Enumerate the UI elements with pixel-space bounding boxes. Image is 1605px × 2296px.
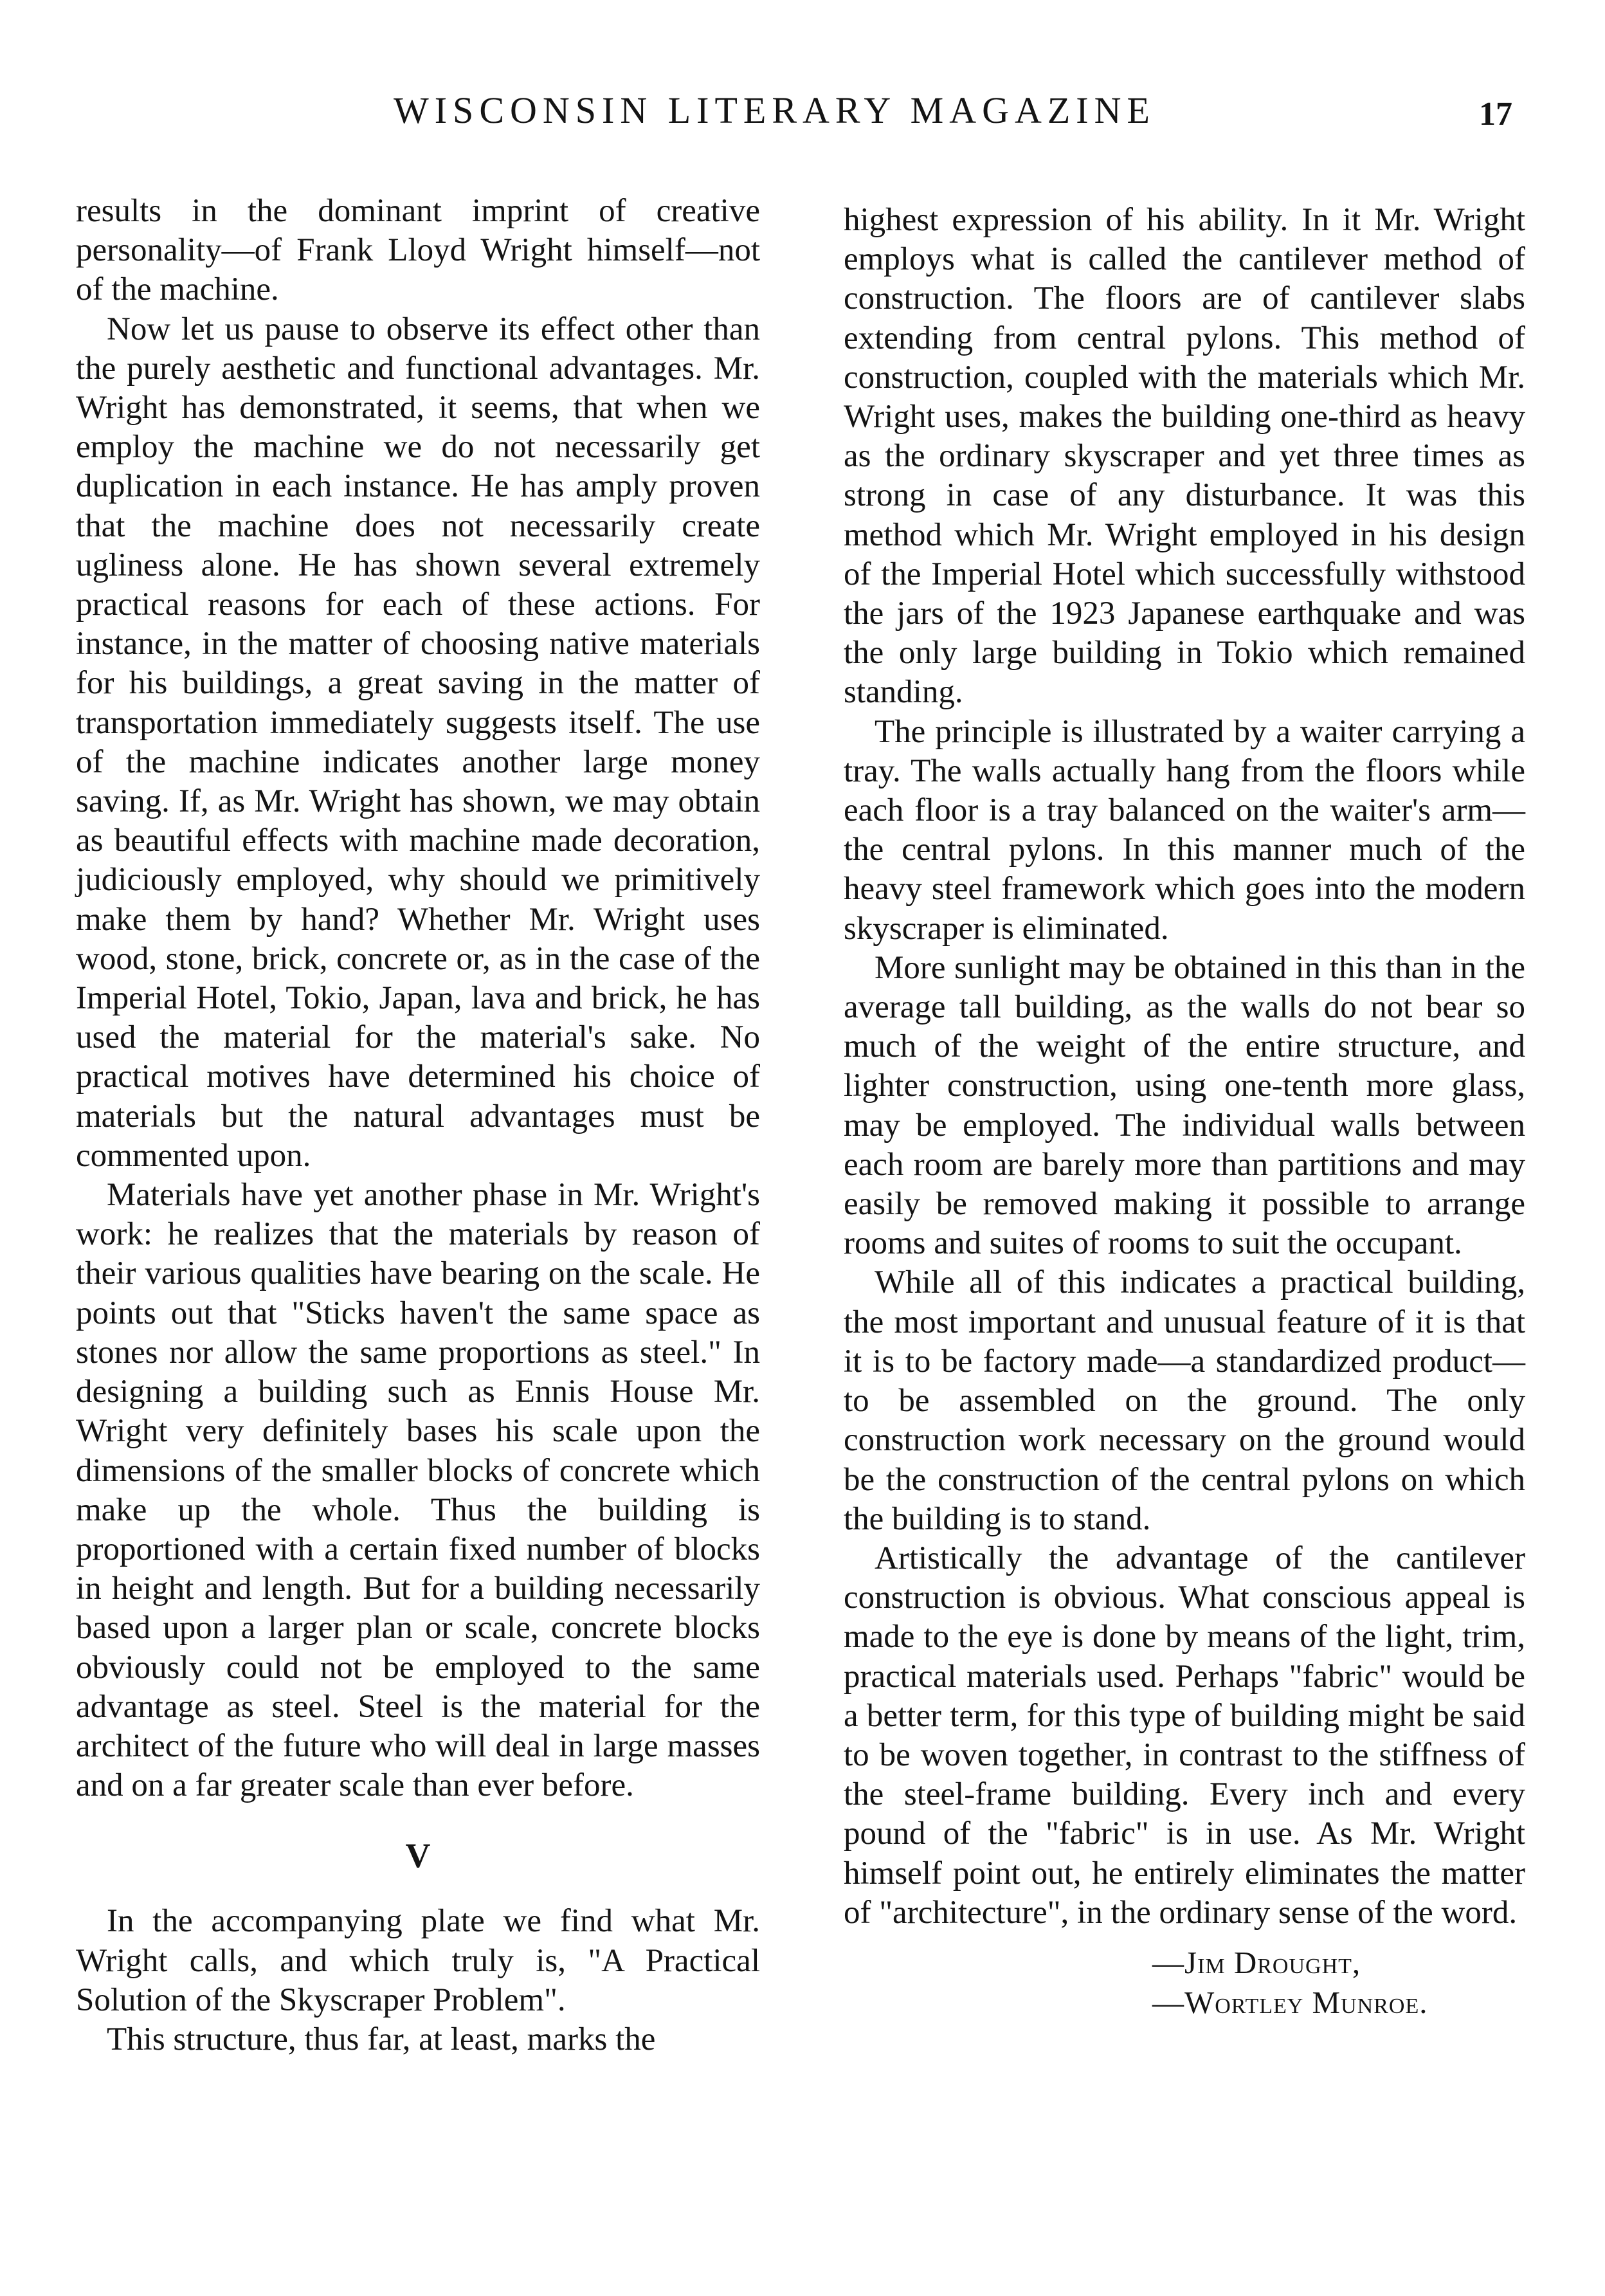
paragraph: More sunlight may be obtained in this than in the average tall building, as the walls do not bear so much of the weight of the entire structure, and lighter construction, using one-tenth more glass, may be employed. The individual walls between each room are barely more than partitions and may easily be removed making it possible to arrange rooms and suites of rooms to suit the occupant.: [844, 949, 1525, 1262]
page-number: 17: [1479, 96, 1512, 132]
running-head: [0, 77, 1605, 148]
paragraph: Materials have yet another phase in Mr. Wright's work: he realizes that the materials by reason of their various qualities have bearing on the scale. He points out that "Sticks haven't the same space as stones nor allow the same proportions as steel." In designing a building such as Ennis House Mr. Wright very definitely bases his scale upon the dimensions of the smaller blocks of concrete which make up the whole. Thus the building is proportioned with a certain fixed number of blocks in height and length. But for a building necessarily based upon a larger plan or scale, concrete blocks obviously could not be employed to the same advantage as steel. Steel is the material for the architect of the future who will deal in large masses and on a far greater scale than ever before.: [76, 1177, 760, 1804]
magazine-title: WISCONSIN LITERARY MAGAZINE: [394, 89, 1156, 131]
paragraph: results in the dominant imprint of creative personality—of Frank Lloyd Wright himself—not of the machine.: [76, 193, 760, 308]
paragraph: The principle is illustrated by a waiter carrying a tray. The walls actually hang from the floors while each floor is a tray balanced on the waiter's arm—the central pylons. In this manner much of the heavy steel framework which goes into the modern skyscraper is eliminated.: [844, 713, 1525, 947]
paragraph: In the accompanying plate we find what Mr. Wright calls, and which truly is, "A Practical Solution of the Skyscraper Problem".: [76, 1903, 760, 2018]
paragraph: This structure, thus far, at least, marks the: [107, 2021, 656, 2057]
author-signature: [844, 1943, 1525, 2023]
paragraph: Now let us pause to observe its effect other than the purely aesthetic and functional advantages. Mr. Wright has demonstrated, it seems, that when we employ the machine we do not necessarily get duplication in each instance. He has amply proven that the machine does not necessarily create ugliness alone. He has shown several extremely practical reasons for each of these actions. For instance, in the matter of choosing native materials for his buildings, a great saving in the matter of transportation immediately suggests itself. The use of the machine indicates another large money saving. If, as Mr. Wright has shown, we may obtain as beautiful effects with machine made decoration, judiciously employed, why should we primitively make them by hand? Whether Mr. Wright uses wood, stone, brick, concrete or, as in the case of the Imperial Hotel, Tokio, Japan, lava and brick, he has used the material for the material's sake. No practical motives have determined his choice of materials but the natural advantages must be commented upon.: [76, 311, 760, 1174]
paragraph: Artistically the advantage of the cantilever construction is obvious. What conscious appeal is made to the eye is done by means of the light, trim, practical materials used. Perhaps "fabric" would be a better term, for this type of building might be said to be woven together, in contrast to the stiffness of the steel-frame building. Every inch and every pound of the "fabric" is in use. As Mr. Wright himself point out, he entirely eliminates the matter of "architecture", in the ordinary sense of the word.: [844, 1540, 1525, 1931]
paragraph: highest expression of his ability. In it Mr. Wright employs what is called the cantilever method of construction. The floors are of cantilever slabs extending from central pylons. This method of construction, coupled with the materials which Mr. Wright uses, makes the building one-third as heavy as the ordinary skyscraper and yet three times as strong in case of any disturbance. It was this method which Mr. Wright employed in his design of the Imperial Hotel which successfully withstood the jars of the 1923 Japanese earthquake and was the only large building in Tokio which remained standing.: [844, 202, 1525, 711]
section-heading: V: [405, 1836, 431, 1875]
author-name: —Wortley Munroe.: [1152, 1984, 1428, 2020]
left-column: [76, 192, 760, 2059]
author-name: —Jim Drought,: [1152, 1944, 1361, 1980]
right-column: [844, 201, 1525, 2023]
paragraph: While all of this indicates a practical building, the most important and unusual feature of it is that it is to be factory made—a standardized product—to be assembled on the ground. The only construction work necessary on the ground would be the construction of the central pylons on which the building is to stand.: [844, 1264, 1525, 1537]
